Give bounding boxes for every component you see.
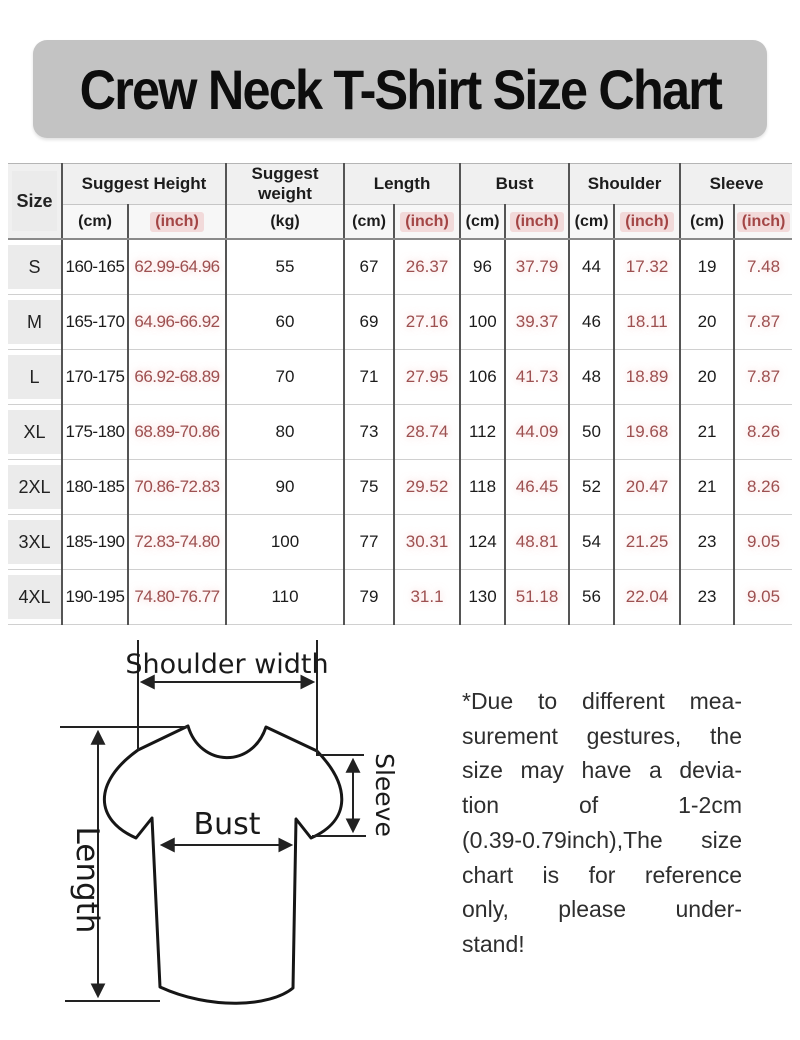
col-group-shoulder: Shoulder [569,164,680,205]
value-cell: 19 [680,239,734,295]
value-cell: 28.74 [394,405,460,460]
note-line: size may have a devia- [462,757,742,784]
value-cell: 9.05 [734,570,792,625]
col-group-bust: Bust [460,164,569,205]
col-sub-length-inch: (inch) [394,205,460,240]
value-cell: 52 [569,460,614,515]
col-group-length: Length [344,164,460,205]
size-cell [8,239,62,295]
value-cell: 106 [460,350,505,405]
note-line: surement gestures, the [462,722,742,749]
value-cell: 70.86-72.83 [128,460,226,515]
size-header-chip: Size [12,171,57,231]
size-chip: S [8,245,61,289]
value-cell: 18.89 [614,350,680,405]
size-chip: M [8,300,61,344]
value-cell: 27.95 [394,350,460,405]
col-sub-shoulder-cm: (cm) [569,205,614,240]
size-chip: 4XL [8,575,61,619]
value-cell: 90 [226,460,344,515]
note-line: *Due to different mea- [462,688,742,714]
length-label: Length [69,826,105,934]
size-cell [8,295,62,350]
value-cell: 175-180 [62,405,128,460]
value-cell: 165-170 [62,295,128,350]
table-row [8,350,792,405]
value-cell: 8.26 [734,460,792,515]
size-cell [8,350,62,405]
value-cell: 130 [460,570,505,625]
value-cell: 44.09 [505,405,569,460]
value-cell: 185-190 [62,515,128,570]
value-cell: 22.04 [614,570,680,625]
value-cell: 170-175 [62,350,128,405]
table-row [8,460,792,515]
value-cell: 8.26 [734,405,792,460]
value-cell: 62.99-64.96 [128,239,226,295]
value-cell: 44 [569,239,614,295]
col-group-weight: Suggest weight [226,164,344,205]
value-cell: 48.81 [505,515,569,570]
value-cell: 66.92-68.89 [128,350,226,405]
col-sub-shoulder-inch: (inch) [614,205,680,240]
value-cell: 77 [344,515,394,570]
value-cell: 118 [460,460,505,515]
bust-label: Bust [193,807,261,842]
value-cell: 96 [460,239,505,295]
value-cell: 26.37 [394,239,460,295]
value-cell: 74.80-76.77 [128,570,226,625]
table-row [8,515,792,570]
value-cell: 23 [680,515,734,570]
value-cell: 23 [680,570,734,625]
shoulder-width-label: Shoulder width [125,649,329,680]
col-sub-length-cm: (cm) [344,205,394,240]
value-cell: 56 [569,570,614,625]
value-cell: 21 [680,405,734,460]
col-group-sleeve: Sleeve [680,164,792,205]
header-sub-row [8,205,792,240]
value-cell: 39.37 [505,295,569,350]
table-row [8,405,792,460]
table-row [8,295,792,350]
col-sub-height-inch: (inch) [128,205,226,240]
value-cell: 180-185 [62,460,128,515]
tshirt-diagram-svg [20,635,440,1035]
value-cell: 72.83-74.80 [128,515,226,570]
col-sub-bust-cm: (cm) [460,205,505,240]
size-table [8,163,792,625]
value-cell: 110 [226,570,344,625]
value-cell: 79 [344,570,394,625]
col-sub-height-cm: (cm) [62,205,128,240]
col-sub-sleeve-inch: (inch) [734,205,792,240]
value-cell: 60 [226,295,344,350]
sleeve-label: Sleeve [370,753,399,837]
value-cell: 100 [460,295,505,350]
size-cell [8,405,62,460]
value-cell: 9.05 [734,515,792,570]
note-text [462,684,742,962]
value-cell: 21.25 [614,515,680,570]
note-line: only, please under- [462,896,742,923]
title-banner [33,40,767,138]
value-cell: 54 [569,515,614,570]
col-sub-bust-inch: (inch) [505,205,569,240]
value-cell: 55 [226,239,344,295]
value-cell: 20.47 [614,460,680,515]
size-chip: 2XL [8,465,61,509]
value-cell: 190-195 [62,570,128,625]
value-cell: 69 [344,295,394,350]
value-cell: 64.96-66.92 [128,295,226,350]
value-cell: 160-165 [62,239,128,295]
tshirt-diagram [20,635,440,1035]
value-cell: 112 [460,405,505,460]
page-title: Crew Neck T-Shirt Size Chart [79,57,721,121]
value-cell: 124 [460,515,505,570]
table-row [8,570,792,625]
size-cell [8,515,62,570]
note-line: chart is for reference [462,861,742,888]
value-cell: 21 [680,460,734,515]
size-table-body [8,239,792,625]
value-cell: 7.87 [734,350,792,405]
value-cell: 7.87 [734,295,792,350]
size-cell [8,460,62,515]
value-cell: 46 [569,295,614,350]
col-sub-weight-kg: (kg) [226,205,344,240]
value-cell: 51.18 [505,570,569,625]
value-cell: 50 [569,405,614,460]
value-cell: 20 [680,295,734,350]
value-cell: 73 [344,405,394,460]
value-cell: 20 [680,350,734,405]
value-cell: 80 [226,405,344,460]
value-cell: 37.79 [505,239,569,295]
value-cell: 19.68 [614,405,680,460]
size-chip: L [8,355,61,399]
size-chip: 3XL [8,520,61,564]
value-cell: 30.31 [394,515,460,570]
value-cell: 31.1 [394,570,460,625]
tshirt-outline [104,726,341,1003]
value-cell: 67 [344,239,394,295]
table-row [8,239,792,295]
note-line: stand! [462,930,525,957]
value-cell: 70 [226,350,344,405]
value-cell: 7.48 [734,239,792,295]
value-cell: 18.11 [614,295,680,350]
value-cell: 27.16 [394,295,460,350]
size-cell [8,570,62,625]
col-sub-sleeve-cm: (cm) [680,205,734,240]
note-line: tion of 1-2cm [462,792,742,819]
value-cell: 71 [344,350,394,405]
value-cell: 41.73 [505,350,569,405]
col-group-height: Suggest Height [62,164,226,205]
value-cell: 46.45 [505,460,569,515]
note-line: (0.39-0.79inch),The size [462,826,742,853]
value-cell: 48 [569,350,614,405]
header-group-row [8,164,792,205]
size-chip: XL [8,410,61,454]
value-cell: 29.52 [394,460,460,515]
value-cell: 75 [344,460,394,515]
col-group-size [8,164,62,240]
value-cell: 68.89-70.86 [128,405,226,460]
value-cell: 100 [226,515,344,570]
value-cell: 17.32 [614,239,680,295]
